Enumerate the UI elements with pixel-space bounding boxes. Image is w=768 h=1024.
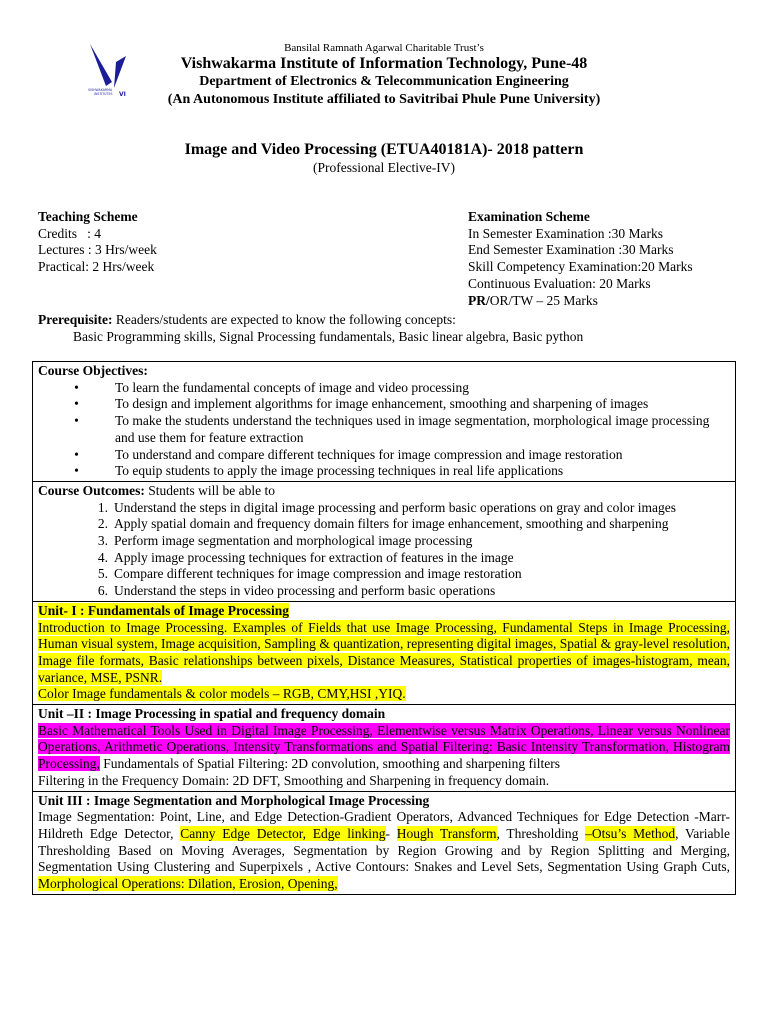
prerequisite-items: Basic Programming skills, Signal Processing fundamentals, Basic linear algebra, Basic python xyxy=(73,329,584,344)
teaching-line: Lectures : 3 Hrs/week xyxy=(38,242,157,258)
unit-2-row xyxy=(33,705,736,792)
unit-2-highlighted: Basic Mathematical Tools Used in Digital Image Processing, Elementwise versus Matrix Operations, Linear versus Nonlinear Operations, Arithmetic Operations, Intensity Transformations and Spatial Filtering: Basic Intensity Transformation, Histogram Processing, xyxy=(38,722,730,772)
teaching-line: Practical: 2 Hrs/week xyxy=(38,259,155,275)
unit-1-body: Introduction to Image Processing. Examples of Fields that use Image Processing, Fundamental Steps in Image Processing, Human visual system, Image acquisition, Sampling & quantization, representing digital images, Spatial & gray-level resolution, Image file formats, Basic relationships between pixels, Distance Measures, Statistical properties of images-histogram, mean, variance, MSE, PSNR. xyxy=(38,619,730,685)
list-item: • To learn the fundamental concepts of image and video processing xyxy=(74,379,470,395)
exam-line: Skill Competency Examination:20 Marks xyxy=(468,259,693,275)
list-item: • To understand and compare different techniques for image compression and image restoration xyxy=(74,446,623,462)
teaching-scheme xyxy=(38,209,157,276)
affiliation: (An Autonomous Institute affiliated to Savitribai Phule Pune University) xyxy=(167,92,601,107)
list-item: 1. Understand the steps in digital image processing and perform basic operations on gray and color images xyxy=(97,499,676,515)
prerequisite-text: Readers/students are expected to know the following concepts: xyxy=(112,312,456,327)
institute-name: Vishwakarma Institute of Information Technology, Pune-48 xyxy=(180,55,588,72)
outcomes-row xyxy=(33,481,736,601)
exam-line: End Semester Examination :30 Marks xyxy=(468,242,674,258)
unit-2-line-2: Filtering in the Frequency Domain: 2D DFT, Smoothing and Sharpening in frequency domain. xyxy=(38,772,550,788)
unit-1-row xyxy=(33,601,736,704)
outcomes-heading: Course Outcomes: xyxy=(38,482,145,498)
list-item: • To equip students to apply the image processing techniques in real life applications xyxy=(74,463,564,479)
exam-line: Continuous Evaluation: 20 Marks xyxy=(468,275,651,291)
outcomes-intro: Students will be able to xyxy=(144,482,275,498)
unit-3-heading: Unit III : Image Segmentation and Morphological Image Processing xyxy=(38,792,430,808)
list-item: • To make the students understand the techniques used in image segmentation, morphological image processing and use them for feature extraction xyxy=(74,413,710,445)
list-item: 6. Understand the steps in video processing and perform basic operations xyxy=(97,583,496,599)
objectives-row xyxy=(33,362,736,482)
list-item: 5. Compare different techniques for image compression and image restoration xyxy=(97,566,522,582)
exam-line-pr xyxy=(468,293,693,310)
department-name: Department of Electronics & Telecommunication Engineering xyxy=(199,74,569,89)
unit-3-body: Image Segmentation: Point, Line, and Edge Detection-Gradient Operators, Advanced Techniques for Edge Detection -Marr-Hildreth Edge Detector, Canny Edge Detector, Edge linking- Hough Transform, Thresholding –Otsu’s Method, Variable Thresholding Based on Moving Averages, Segmentation by Region Growing and by Region Splitting and Merging, Segmentation Using Clustering and Superpixels , Active Contours: Snakes and Level Sets, Segmentation Using Graph Cuts, Morphological Operations: Dilation, Erosion, Opening, xyxy=(38,809,730,892)
teaching-scheme-heading: Teaching Scheme xyxy=(38,209,138,224)
unit-2-text: Fundamentals of Spatial Filtering: 2D convolution, smoothing and sharpening filters xyxy=(99,756,560,772)
course-title: Image and Video Processing (ETUA40181A)- 2018 pattern xyxy=(184,141,584,158)
unit-2-heading: Unit –II : Image Processing in spatial and frequency domain xyxy=(38,706,386,722)
pr-label: PR/ xyxy=(468,292,490,308)
svg-text:VISHWAKARMA: VISHWAKARMA xyxy=(88,88,113,92)
list-item: • To design and implement algorithms for image enhancement, smoothing and sharpening of images xyxy=(74,396,649,412)
list-item: 3. Perform image segmentation and morphological image processing xyxy=(97,533,473,549)
teaching-line: Credits : 4 xyxy=(38,225,101,241)
prerequisite-label: Prerequisite: xyxy=(38,312,113,327)
examination-scheme xyxy=(468,209,693,309)
unit-1-heading: Unit- I : Fundamentals of Image Processing xyxy=(38,602,289,618)
list-item: 2. Apply spatial domain and frequency domain filters for image enhancement, smoothing and sharpening xyxy=(97,516,669,532)
unit-1-body-2: Color Image fundamentals & color models – RGB, CMY,HSI ,YIQ. xyxy=(38,686,406,702)
svg-text:VI: VI xyxy=(119,91,126,98)
trust-name: Bansilal Ramnath Agarwal Charitable Trust’s xyxy=(284,42,484,54)
objectives-heading: Course Objectives: xyxy=(38,363,148,378)
exam-scheme-heading: Examination Scheme xyxy=(468,209,590,224)
syllabus-table xyxy=(32,361,736,895)
exam-line: In Semester Examination :30 Marks xyxy=(468,225,663,241)
unit-3-row xyxy=(33,791,736,894)
list-item: 4. Apply image processing techniques for extraction of features in the image xyxy=(97,549,514,565)
svg-text:INSTITUTES: INSTITUTES xyxy=(94,92,113,96)
course-elective: (Professional Elective-IV) xyxy=(312,160,456,175)
pr-text: OR/TW – 25 Marks xyxy=(489,292,598,308)
prerequisite xyxy=(38,311,738,345)
